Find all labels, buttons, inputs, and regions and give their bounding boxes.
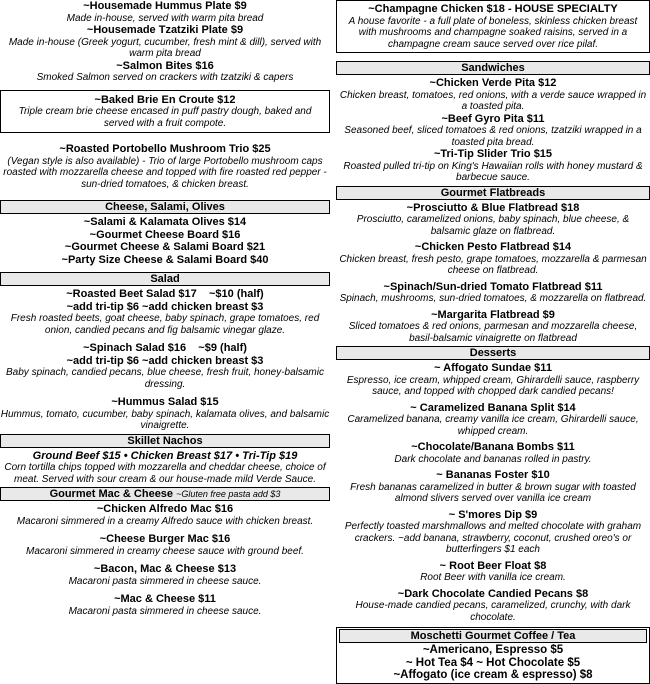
menu-item-name: ~Housemade Tzatziki Plate $9 bbox=[86, 24, 244, 36]
menu-item-name: ~Salmon Bites $16 bbox=[116, 59, 214, 72]
menu-item-desc: Triple cream brie cheese encased in puff pastry dough, baked and served with a fruit compote. bbox=[18, 106, 312, 129]
section-header-cheese: Cheese, Salami, Olives bbox=[0, 200, 330, 214]
menu-item-name: ~ Affogato Sundae $11 bbox=[434, 362, 552, 374]
menu-item-desc: Fresh bananas caramelized in butter & brown sugar with toasted almond slivers served over vanilla ice cream bbox=[350, 481, 636, 504]
section-header-desserts: Desserts bbox=[336, 346, 650, 360]
menu-item-name: ~Baked Brie En Croute $12 bbox=[94, 93, 236, 106]
menu-item-name: ~ S'mores Dip $9 bbox=[448, 508, 538, 521]
menu-item-name: ~ Hot Tea $4 ~ Hot Chocolate $5 bbox=[405, 656, 581, 669]
menu-item-desc: Spinach, mushrooms, sun-dried tomatoes, & mozzarella on flatbread. bbox=[339, 293, 647, 304]
menu-item-desc: Fresh roasted beets, goat cheese, baby spinach, grape tomatoes, red onion, candied pecans and fig balsamic vinegar glaze. bbox=[10, 313, 320, 336]
menu-item-desc: A house favorite - a full plate of boneless, skinless chicken breast with mushrooms and champagne soaked raisins, served in a champagne cream sauce served over rice pilaf. bbox=[348, 15, 638, 50]
menu-item-desc: Made in-house (Greek yogurt, cucumber, fresh mint & dill), served with warm pita bread bbox=[8, 36, 322, 59]
menu-item-desc: Macaroni pasta simmered in cheese sauce. bbox=[68, 575, 262, 587]
menu-item-desc: Chicken breast, tomatoes, red onions, with a verde sauce wrapped in a toasted pita. bbox=[339, 89, 647, 112]
menu-item-name: ~ Bananas Foster $10 bbox=[436, 469, 550, 481]
brie-box bbox=[0, 90, 330, 134]
menu-item-desc: Macaroni simmered in creamy cheese sauce with ground beef. bbox=[26, 545, 304, 557]
menu-item-desc: Sliced tomatoes & red onions, parmesan and mozzarella cheese, basil-balsamic vinaigrette on flatbread bbox=[348, 321, 638, 344]
menu-item-desc: Made in-house, served with warm pita bread bbox=[66, 12, 264, 24]
menu-item-desc: Roasted pulled tri-tip on King's Hawaiian rolls with honey mustard & barbecue sauce. bbox=[343, 160, 643, 183]
menu-item-desc: Chicken breast, fresh pesto, grape tomatoes, mozzarella & parmesan cheese on flatbread. bbox=[339, 253, 647, 276]
menu-item-desc: Espresso, ice cream, whipped cream, Ghirardelli sauce, raspberry sauce, and topped with chopped dark candied pecans! bbox=[346, 374, 640, 397]
menu-item-desc: Caramelized banana, creamy vanilla ice cream, Ghirardelli sauce, whipped cream. bbox=[347, 414, 639, 437]
menu-item-name: ~Chicken Alfredo Mac $16 bbox=[96, 503, 234, 515]
menu-item-name: ~Bacon, Mac & Cheese $13 bbox=[93, 563, 237, 575]
menu-item-desc: House-made candied pecans, caramelized, crunchy, with dark chocolate. bbox=[355, 600, 631, 623]
section-title: Gourmet Mac & Cheese bbox=[49, 488, 174, 500]
menu-item-desc: Macaroni simmered in a creamy Alfredo sauce with chicken breast. bbox=[16, 515, 314, 527]
menu-item-name: ~Roasted Beet Salad $17 ~$10 (half) bbox=[66, 288, 264, 300]
menu-item-desc: Smoked Salmon served on crackers with tzatziki & capers bbox=[36, 72, 294, 83]
menu-item-name: ~Cheese Burger Mac $16 bbox=[99, 533, 231, 545]
menu-item-name: ~Americano, Espresso $5 bbox=[422, 644, 564, 656]
menu-item-name: ~Dark Chocolate Candied Pecans $8 bbox=[397, 587, 589, 600]
menu-item-name: ~Champagne Chicken $18 - HOUSE SPECIALTY bbox=[368, 3, 618, 15]
menu-item-name: ~ Root Beer Float $8 bbox=[439, 559, 547, 572]
menu-item-name: ~ Caramelized Banana Split $14 bbox=[410, 401, 576, 414]
menu-item-name: ~Chicken Pesto Flatbread $14 bbox=[414, 241, 572, 253]
menu-item-name: ~Spinach/Sun-dried Tomato Flatbread $11 bbox=[383, 280, 603, 293]
menu-item-name: ~Gourmet Cheese & Salami Board $21 bbox=[64, 241, 266, 253]
menu-item-name: ~Tri-Tip Slider Trio $15 bbox=[433, 148, 553, 160]
left-column bbox=[0, 0, 330, 617]
menu-item-name: Ground Beef $15 • Chicken Breast $17 • Tri-Tip $19 bbox=[32, 449, 298, 462]
menu-item-desc: Macaroni pasta simmered in cheese sauce. bbox=[68, 605, 262, 617]
menu-item-name: ~Affogato (ice cream & espresso) $8 bbox=[393, 669, 593, 681]
menu-item-desc: Perfectly toasted marshmallows and melted chocolate with graham crackers. ~add banana, strawberry, coconut, crushed oreo's or butterfingers $1 each bbox=[344, 521, 642, 555]
menu-item-name: ~Gourmet Cheese Board $16 bbox=[89, 228, 241, 241]
menu-item-desc: Root Beer with vanilla ice cream. bbox=[420, 572, 566, 583]
house-specialty-box bbox=[336, 0, 650, 53]
menu-item-name: ~Prosciutto & Blue Flatbread $18 bbox=[406, 201, 580, 214]
section-header-mac bbox=[0, 487, 330, 501]
section-header-salad: Salad bbox=[0, 272, 330, 286]
menu-item-name: ~Roasted Portobello Mushroom Trio $25 bbox=[59, 143, 271, 155]
menu-item-name: ~Mac & Cheese $11 bbox=[114, 593, 216, 605]
menu-item-name: ~Salami & Kalamata Olives $14 bbox=[83, 216, 247, 228]
menu-item-desc: Hummus, tomato, cucumber, baby spinach, kalamata olives, and balsamic vinaigrette. bbox=[0, 408, 330, 431]
right-column bbox=[336, 0, 650, 684]
section-header-flatbreads: Gourmet Flatbreads bbox=[336, 186, 650, 200]
section-header-coffee: Moschetti Gourmet Coffee / Tea bbox=[339, 629, 647, 643]
menu-item-name: ~Beef Gyro Pita $11 bbox=[441, 112, 545, 125]
section-header-nachos: Skillet Nachos bbox=[0, 434, 330, 448]
coffee-box bbox=[336, 627, 650, 684]
gluten-free-note: ~Gluten free pasta add $3 bbox=[176, 489, 281, 499]
menu-item-name: ~Chocolate/Banana Bombs $11 bbox=[411, 441, 575, 453]
menu-item-name: ~Housemade Hummus Plate $9 bbox=[83, 0, 247, 12]
menu-item-name: ~Hummus Salad $15 bbox=[111, 396, 219, 408]
menu-item-name: ~Chicken Verde Pita $12 bbox=[429, 77, 557, 89]
menu-item-name: ~Margarita Flatbread $9 bbox=[431, 308, 555, 321]
section-header-sandwiches: Sandwiches bbox=[336, 61, 650, 75]
menu-item-desc: Prosciutto, caramelized onions, baby spinach, blue cheese, & balsamic glaze on flatbread. bbox=[356, 214, 630, 237]
menu-item-name: ~Party Size Cheese & Salami Board $40 bbox=[61, 253, 269, 266]
menu-item-desc: Baby spinach, candied pecans, blue cheese, fresh fruit, honey-balsamic dressing. bbox=[6, 367, 324, 390]
menu-item-desc: Seasoned beef, sliced tomatoes & red onions, tzatziki wrapped in a toasted pita bread. bbox=[344, 125, 642, 148]
menu-item-addons: ~add tri-tip $6 ~add chicken breast $3 bbox=[66, 354, 264, 367]
menu-item-name: ~Spinach Salad $16 ~$9 (half) bbox=[83, 342, 247, 354]
menu-item-addons: ~add tri-tip $6 ~add chicken breast $3 bbox=[66, 300, 264, 313]
menu-item-desc: Dark chocolate and bananas rolled in pastry. bbox=[394, 453, 592, 465]
menu-item-desc: Corn tortilla chips topped with mozzarella and cheddar cheese, choice of meat. Served with sour cream & our house-made mild Verde Sauce. bbox=[4, 462, 326, 485]
menu-item-desc: (Vegan style is also available) - Trio of large Portobello mushroom caps roasted with mozzarella cheese and topped with fire roasted red pepper - sun-dried tomatoes, & chicken breast. bbox=[3, 155, 327, 190]
